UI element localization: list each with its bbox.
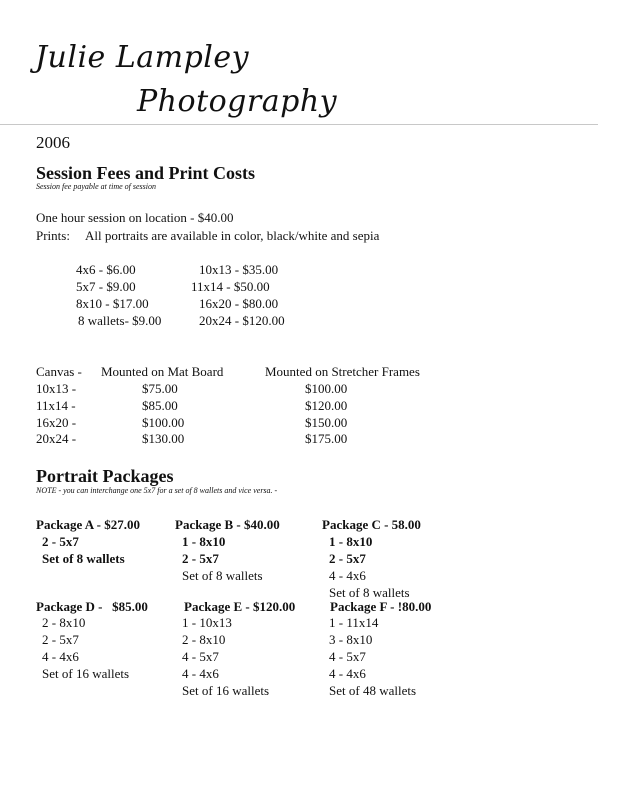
header-divider — [0, 124, 598, 125]
logo-subtitle: Photography — [137, 84, 338, 119]
logo-name: Julie Lampley — [35, 40, 250, 75]
session-note: Session fee payable at time of session — [36, 182, 156, 191]
package-item: 2 - 5x7 — [42, 534, 79, 549]
package-item: 1 - 8x10 — [182, 534, 226, 549]
canvas-size: 16x20 - — [36, 415, 77, 430]
packages-note: NOTE - you can interchange one 5x7 for a set of 8 wallets and vice versa. - — [36, 486, 278, 495]
canvas-size: 10x13 - — [36, 381, 77, 396]
package-d-title: Package D - $85.00 — [36, 599, 148, 614]
canvas-size: 20x24 - — [36, 431, 77, 446]
canvas-mat-price: $75.00 — [142, 381, 178, 396]
package-c-title: Package C - 58.00 — [322, 517, 421, 532]
package-item: 4 - 5x7 — [329, 649, 366, 664]
package-e-title: Package E - $120.00 — [184, 599, 296, 614]
print-price: 16x20 - $80.00 — [199, 296, 279, 311]
package-item: 4 - 4x6 — [42, 649, 79, 664]
package-item: 3 - 8x10 — [329, 632, 373, 647]
print-price: 8x10 - $17.00 — [76, 296, 149, 311]
package-item: 2 - 5x7 — [329, 551, 366, 566]
canvas-frame-price: $100.00 — [305, 381, 348, 396]
canvas-header: Mounted on Stretcher Frames — [265, 364, 420, 379]
print-price: 11x14 - $50.00 — [191, 279, 270, 294]
canvas-mat-price: $85.00 — [142, 398, 178, 413]
print-price: 10x13 - $35.00 — [199, 262, 279, 277]
package-a-title: Package A - $27.00 — [36, 517, 140, 532]
canvas-frame-price: $175.00 — [305, 431, 348, 446]
package-b-title: Package B - $40.00 — [175, 517, 280, 532]
package-item: Set of 8 wallets — [42, 551, 125, 566]
prints-label: Prints: — [36, 228, 70, 243]
canvas-mat-price: $130.00 — [142, 431, 185, 446]
package-item: Set of 8 wallets — [329, 585, 410, 600]
canvas-header: Mounted on Mat Board — [101, 364, 224, 379]
location-fee: One hour session on location - $40.00 — [36, 210, 234, 225]
canvas-frame-price: $150.00 — [305, 415, 348, 430]
package-item: 2 - 8x10 — [182, 632, 226, 647]
package-item: 1 - 8x10 — [329, 534, 373, 549]
package-item: 4 - 5x7 — [182, 649, 219, 664]
package-item: Set of 8 wallets — [182, 568, 263, 583]
package-f-title: Package F - !80.00 — [330, 599, 432, 614]
session-title: Session Fees and Print Costs — [36, 163, 256, 183]
canvas-header: Canvas - — [36, 364, 82, 379]
package-item: Set of 48 wallets — [329, 683, 417, 698]
package-item: 4 - 4x6 — [329, 666, 366, 681]
canvas-mat-price: $100.00 — [142, 415, 185, 430]
canvas-frame-price: $120.00 — [305, 398, 348, 413]
print-price: 4x6 - $6.00 — [76, 262, 136, 277]
print-price: 8 wallets- $9.00 — [78, 313, 162, 328]
package-item: 4 - 4x6 — [329, 568, 366, 583]
package-item: 2 - 8x10 — [42, 615, 86, 630]
print-price: 5x7 - $9.00 — [76, 279, 136, 294]
package-item: 4 - 4x6 — [182, 666, 219, 681]
package-item: 1 - 10x13 — [182, 615, 232, 630]
year: 2006 — [36, 133, 70, 152]
packages-title: Portrait Packages — [36, 466, 174, 486]
print-price: 20x24 - $120.00 — [199, 313, 285, 328]
package-item: 2 - 5x7 — [42, 632, 79, 647]
package-item: Set of 16 wallets — [42, 666, 130, 681]
package-item: 1 - 11x14 — [329, 615, 379, 630]
package-item: 2 - 5x7 — [182, 551, 219, 566]
prints-text: All portraits are available in color, black/white and sepia — [85, 228, 380, 243]
package-item: Set of 16 wallets — [182, 683, 270, 698]
canvas-size: 11x14 - — [36, 398, 76, 413]
